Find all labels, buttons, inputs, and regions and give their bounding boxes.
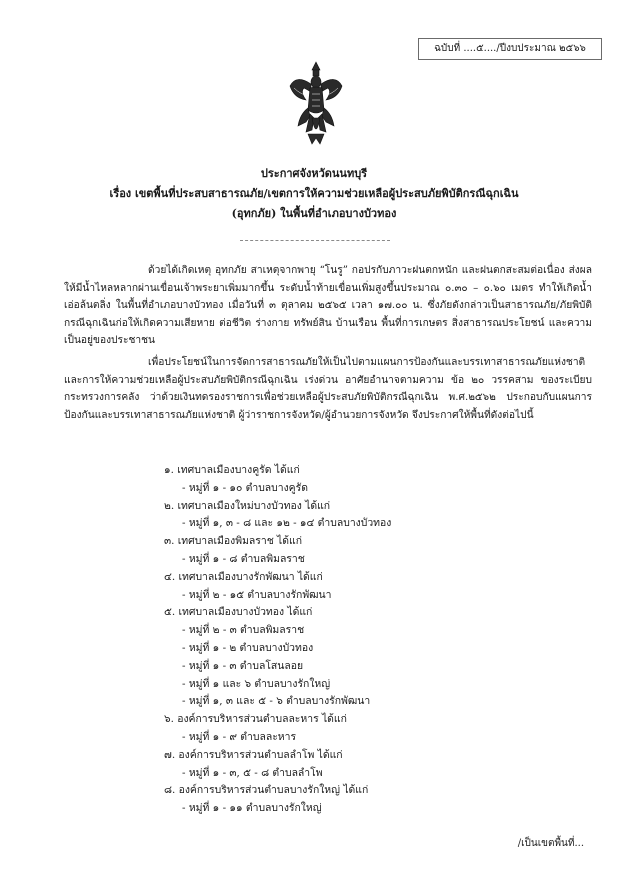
area-organization: ๕. เทศบาลเมืองบางบัวทอง ได้แก่ bbox=[164, 606, 313, 619]
paragraph-incident: ด้วยได้เกิดเหตุ อุทกภัย สาเหตุจากพายุ “โนรู” กอปรกับภาวะฝนตกหนัก และฝนตกสะสมต่อเนื่อง ส่งผลให้มีน้ำไหลหลากผ่านเขื่อนเจ้าพระยาเพิ่มมากขึ้น ระดับน้ำท้ายเขื่อนเพิ่มสูงขึ้นประมาณ ๐.๓๐ – ๐.๖๐ เมตร ทำให้เกิดน้ำเอ่อล้นตลิ่ง ในพื้นที่อำเภอบางบัวทอง เมื่อวันที่ ๓ ตุลาคม ๒๕๖๕ เวลา ๑๗.๐๐ น. ซึ่งภัยดังกล่าวเป็นสาธารณภัย/ภัยพิบัติกรณีฉุกเฉินก่อให้เกิดความเสียหาย ต่อชีวิต ร่างกาย ทรัพย์สิน บ้านเรือน พื้นที่การเกษตร สิ่งสาธารณประโยชน์ และความเป็นอยู่ของประชาชน bbox=[64, 265, 592, 347]
paragraph-authority: เพื่อประโยชน์ในการจัดการสาธารณภัยให้เป็นไปตามแผนการป้องกันและบรรเทาสาธารณภัยแห่งชาติ และการให้ความช่วยเหลือผู้ประสบภัยพิบัติกรณีฉุกเฉิน เร่งด่วน อาศัยอำนาจตามความ ข้อ ๒๐ วรรคสาม ของระเบียบกระทรวงการคลัง ว่าด้วยเงินทดรองราชการเพื่อช่วยเหลือผู้ประสบภัยพิบัติกรณีฉุกเฉิน พ.ศ.๒๕๖๒ ประกอบกับแผนการป้องกันและบรรเทาสาธารณภัยแห่งชาติ ผู้ว่าราชการจังหวัด/ผู้อำนวยการจังหวัด จึงประกาศให้พื้นที่ดังต่อไปนี้ bbox=[64, 357, 592, 421]
announcement-title: ประกาศจังหวัดนนทบุรี bbox=[260, 167, 368, 180]
area-organization: ๖. องค์การบริหารส่วนตำบลละหาร ได้แก่ bbox=[164, 713, 347, 726]
area-village-range: - หมู่ที่ ๑ - ๒ ตำบลบางบัวทอง bbox=[182, 641, 314, 654]
area-village-range: - หมู่ที่ ๑, ๓ - ๘ และ ๑๒ - ๑๔ ตำบลบางบัวทอง bbox=[182, 517, 392, 530]
subject-line-2: (อุทกภัย) ในพื้นที่อำเภอบางบัวทอง bbox=[231, 207, 397, 220]
area-village-range: - หมู่ที่ ๑ - ๙ ตำบลละหาร bbox=[182, 730, 297, 743]
area-organization: ๘. องค์การบริหารส่วนตำบลบางรักใหญ่ ได้แก่ bbox=[164, 784, 369, 797]
area-village-range: - หมู่ที่ ๑ - ๘ ตำบลพิมลราช bbox=[182, 552, 305, 565]
area-organization: ๔. เทศบาลเมืองบางรักพัฒนา ได้แก่ bbox=[164, 570, 323, 583]
area-village-range: - หมู่ที่ ๒ - ๓ ตำบลพิมลราช bbox=[182, 624, 305, 637]
affected-areas-list bbox=[164, 462, 584, 818]
continuation-note: /เป็นเขตพื้นที่... bbox=[517, 838, 584, 849]
document-number-box: ฉบับที่ ....๕..../ปีงบประมาณ ๒๕๖๖ bbox=[418, 38, 602, 60]
area-village-range: - หมู่ที่ ๑, ๓ และ ๕ - ๖ ตำบลบางรักพัฒนา bbox=[182, 695, 371, 708]
area-village-range: - หมู่ที่ ๑ - ๑๐ ตำบลบางคูรัด bbox=[182, 481, 308, 494]
area-organization: ๒. เทศบาลเมืองใหม่บางบัวทอง ได้แก่ bbox=[164, 499, 331, 512]
area-organization: ๓. เทศบาลเมืองพิมลราช ได้แก่ bbox=[164, 535, 303, 548]
area-village-range: - หมู่ที่ ๑ และ ๖ ตำบลบางรักใหญ่ bbox=[182, 677, 331, 690]
area-village-range: - หมู่ที่ ๑ - ๑๑ ตำบลบางรักใหญ่ bbox=[182, 802, 322, 815]
area-village-range: - หมู่ที่ ๑ - ๓ ตำบลโสนลอย bbox=[182, 659, 304, 672]
area-organization: ๑. เทศบาลเมืองบางคูรัด ได้แก่ bbox=[164, 464, 300, 476]
area-village-range: - หมู่ที่ ๑ - ๓, ๕ - ๘ ตำบลลำโพ bbox=[182, 766, 323, 779]
garuda-emblem-icon bbox=[286, 60, 346, 146]
title-divider bbox=[240, 240, 390, 241]
area-organization: ๗. องค์การบริหารส่วนตำบลลำโพ ได้แก่ bbox=[164, 748, 343, 761]
area-village-range: - หมู่ที่ ๒ - ๑๕ ตำบลบางรักพัฒนา bbox=[182, 588, 332, 601]
subject-line: เรื่อง เขตพื้นที่ประสบสาธารณภัย/เขตการให้ความช่วยเหลือผู้ประสบภัยพิบัติกรณีฉุกเฉิน bbox=[109, 187, 519, 200]
